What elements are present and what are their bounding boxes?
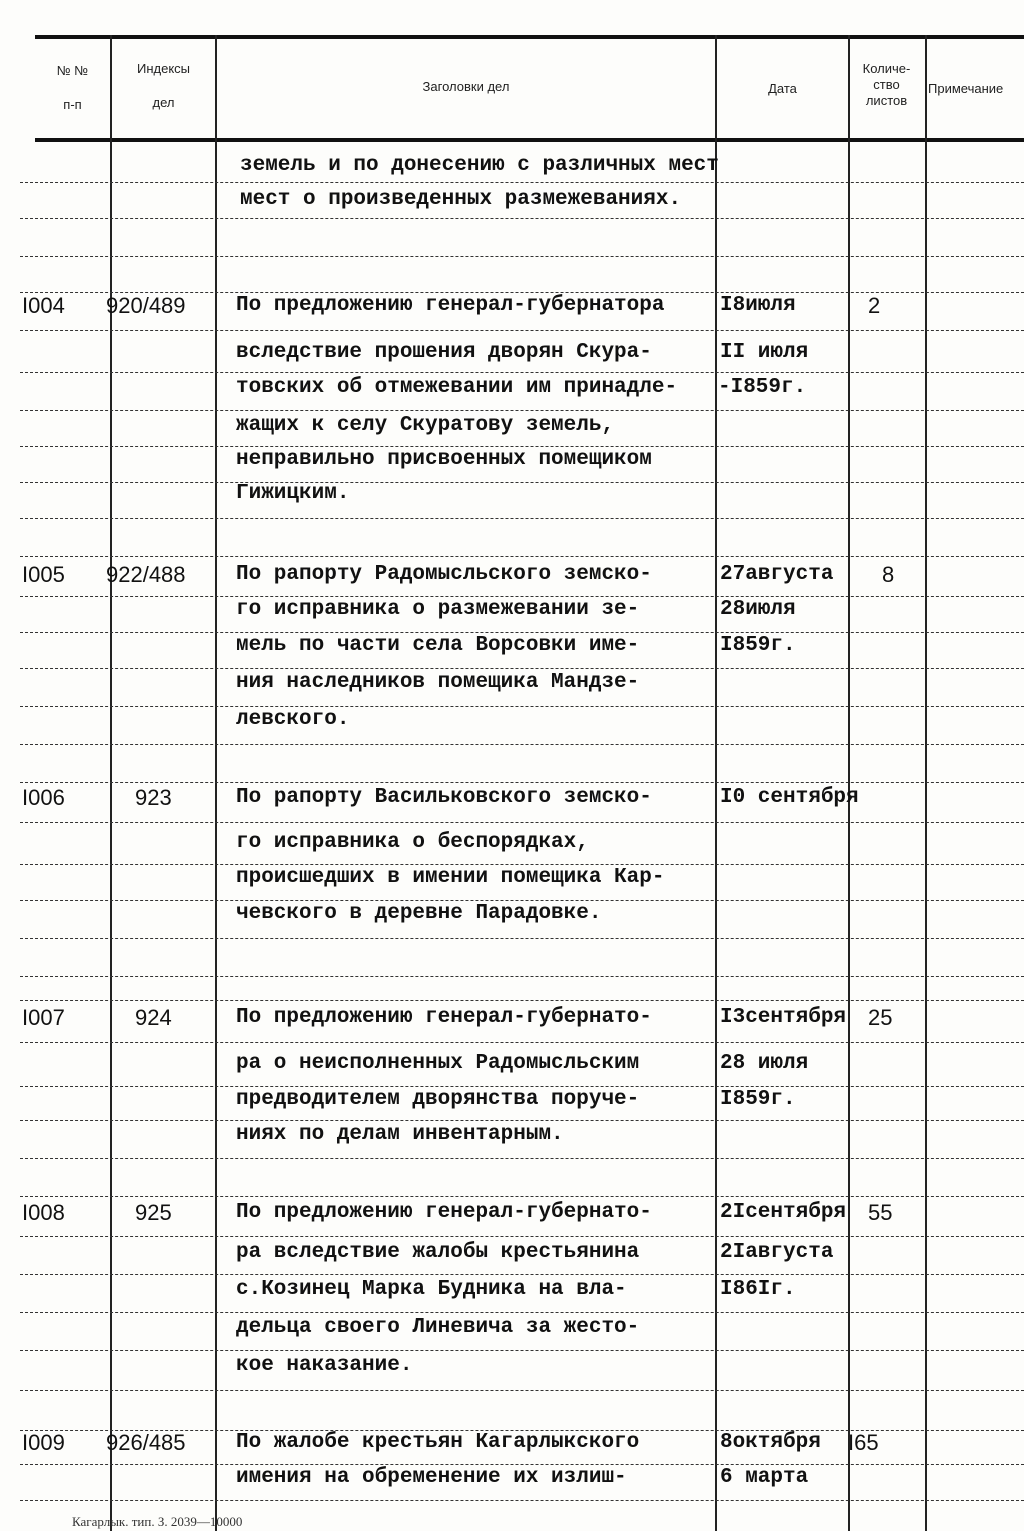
case-sheet-count: 8 — [882, 562, 895, 587]
ruled-line — [20, 976, 1024, 977]
case-title-line: ра вследствие жалобы крестьянина — [236, 1241, 640, 1264]
case-date-line: I8июля — [720, 294, 796, 317]
case-title-line: вследствие прошения дворян Скура- — [236, 341, 652, 364]
header-note: Примечание — [928, 81, 1004, 96]
case-date-line: -I859г. — [718, 376, 807, 399]
ruled-line — [20, 1464, 1024, 1465]
case-date-line: 6 марта — [720, 1466, 809, 1489]
case-index: 925 — [135, 1200, 172, 1225]
ruled-line — [20, 482, 1024, 483]
header-date: Дата — [768, 81, 797, 96]
column-divider — [715, 35, 717, 1531]
ruled-line — [20, 1312, 1024, 1313]
case-title-line: с.Козинец Марка Будника на вла- — [236, 1278, 627, 1301]
ruled-line — [20, 1042, 1024, 1043]
case-date-line: I859г. — [720, 1088, 796, 1111]
ruled-line — [20, 1390, 1024, 1391]
case-number: I005 — [22, 562, 65, 587]
case-date-line: 2Iавгуста — [720, 1241, 834, 1264]
case-sheet-count: 55 — [868, 1200, 893, 1225]
ruled-line — [20, 938, 1024, 939]
case-index: 926/485 — [106, 1430, 186, 1455]
ruled-line — [20, 1236, 1024, 1237]
ruled-line — [20, 556, 1024, 557]
case-index: 924 — [135, 1005, 172, 1030]
case-sheet-count: I65 — [848, 1430, 879, 1455]
case-title-line: По предложению генерал-губернатора — [236, 294, 665, 317]
header-index — [112, 60, 215, 112]
case-number: I004 — [22, 293, 65, 318]
column-divider — [848, 35, 850, 1531]
header-text: Индексы — [136, 61, 190, 76]
case-title-line: левского. — [236, 708, 350, 731]
case-title-line: имения на обременение их излиш- — [236, 1466, 627, 1489]
case-title-line: го исправника о беспорядках, — [236, 831, 589, 854]
case-title-line: ниях по делам инвентарным. — [236, 1123, 564, 1146]
column-divider — [925, 35, 927, 1531]
ruled-line — [20, 1274, 1024, 1275]
ruled-line — [20, 518, 1024, 519]
case-title-line: мест о произведенных размежеваниях. — [240, 188, 682, 211]
ruled-line — [20, 822, 1024, 823]
ruled-line — [20, 1000, 1024, 1001]
ruled-line — [20, 218, 1024, 219]
case-title-line: ра о неисполненных Радомысльским — [236, 1052, 640, 1075]
ruled-line — [20, 782, 1024, 783]
case-date-line: II июля — [720, 341, 809, 364]
ruled-line — [20, 632, 1024, 633]
case-title-line: Гижицким. — [236, 482, 350, 505]
header-text: № № — [56, 63, 89, 78]
ruled-line — [20, 744, 1024, 745]
case-number: I009 — [22, 1430, 65, 1455]
case-title-line: го исправника о размежевании зе- — [236, 598, 640, 621]
case-date-line: I3сентября — [720, 1006, 847, 1029]
header-text: дел — [152, 95, 175, 110]
ruled-line — [20, 1500, 1024, 1501]
table-top-border — [35, 35, 1024, 39]
case-number: I008 — [22, 1200, 65, 1225]
case-title-line: По жалобе крестьян Кагарлыкского — [236, 1431, 640, 1454]
case-date-line: 28июля — [720, 598, 796, 621]
case-title-line: неправильно присвоенных помещиком — [236, 448, 652, 471]
ruled-line — [20, 330, 1024, 331]
case-title-line: ния наследников помещика Мандзе- — [236, 671, 640, 694]
case-title-line: товских об отмежевании им принадле- — [236, 376, 678, 399]
ruled-line — [20, 256, 1024, 257]
ruled-line — [20, 900, 1024, 901]
case-index: 923 — [135, 785, 172, 810]
case-date-line: I86Iг. — [720, 1278, 796, 1301]
case-date-line: 27августа — [720, 563, 834, 586]
case-title-line: кое наказание. — [236, 1354, 413, 1377]
case-title-line: предводителем дворянства поруче- — [236, 1088, 640, 1111]
case-date-line: 2Iсентября — [720, 1201, 847, 1224]
case-title-line: дельца своего Линевича за жесто- — [236, 1316, 640, 1339]
ruled-line — [20, 410, 1024, 411]
header-title: Заголовки дел — [422, 79, 510, 94]
case-sheet-count: 2 — [868, 293, 881, 318]
column-divider — [110, 35, 112, 1531]
ruled-line — [20, 1350, 1024, 1351]
case-title-line: По предложению генерал-губернато- — [236, 1006, 652, 1029]
ruled-line — [20, 446, 1024, 447]
case-title-line: По рапорту Радомысльского земско- — [236, 563, 652, 586]
case-title-line: жащих к селу Скуратову земель, — [236, 414, 615, 437]
ruled-line — [20, 1086, 1024, 1087]
ruled-line — [20, 1158, 1024, 1159]
column-divider — [215, 35, 217, 1531]
case-date-line: I859г. — [720, 634, 796, 657]
case-index: 920/489 — [106, 293, 186, 318]
case-title-line: По предложению генерал-губернато- — [236, 1201, 652, 1224]
header-bottom-border — [35, 138, 1024, 142]
case-number: I007 — [22, 1005, 65, 1030]
printer-imprint: Кагарлык. тип. З. 2039—10000 — [72, 1514, 243, 1529]
header-text: п-п — [63, 97, 82, 112]
ruled-line — [20, 864, 1024, 865]
case-title-line: По рапорту Васильковского земско- — [236, 786, 652, 809]
ruled-line — [20, 596, 1024, 597]
ruled-line — [20, 668, 1024, 669]
case-title-line: земель и по донесению с различных мест — [240, 154, 719, 177]
case-number: I006 — [22, 785, 65, 810]
ruled-line — [20, 182, 1024, 183]
header-sheets — [848, 61, 925, 109]
case-sheet-count: 25 — [868, 1005, 893, 1030]
ruled-line — [20, 372, 1024, 373]
ruled-line — [20, 706, 1024, 707]
header-text: листов — [865, 93, 908, 108]
ruled-line — [20, 1196, 1024, 1197]
case-title-line: мель по части села Ворсовки име- — [236, 634, 640, 657]
case-title-line: чевского в деревне Парадовке. — [236, 902, 602, 925]
case-date-line: 8октября — [720, 1431, 821, 1454]
header-text: Количе- — [862, 61, 911, 76]
case-index: 922/488 — [106, 562, 186, 587]
case-date-line: 28 июля — [720, 1052, 809, 1075]
ruled-line — [20, 1120, 1024, 1121]
case-title-line: происшедших в имении помещика Кар- — [236, 866, 665, 889]
header-text: ство — [873, 77, 900, 92]
case-date-line: I0 сентября — [720, 786, 859, 809]
header-number — [35, 62, 110, 114]
